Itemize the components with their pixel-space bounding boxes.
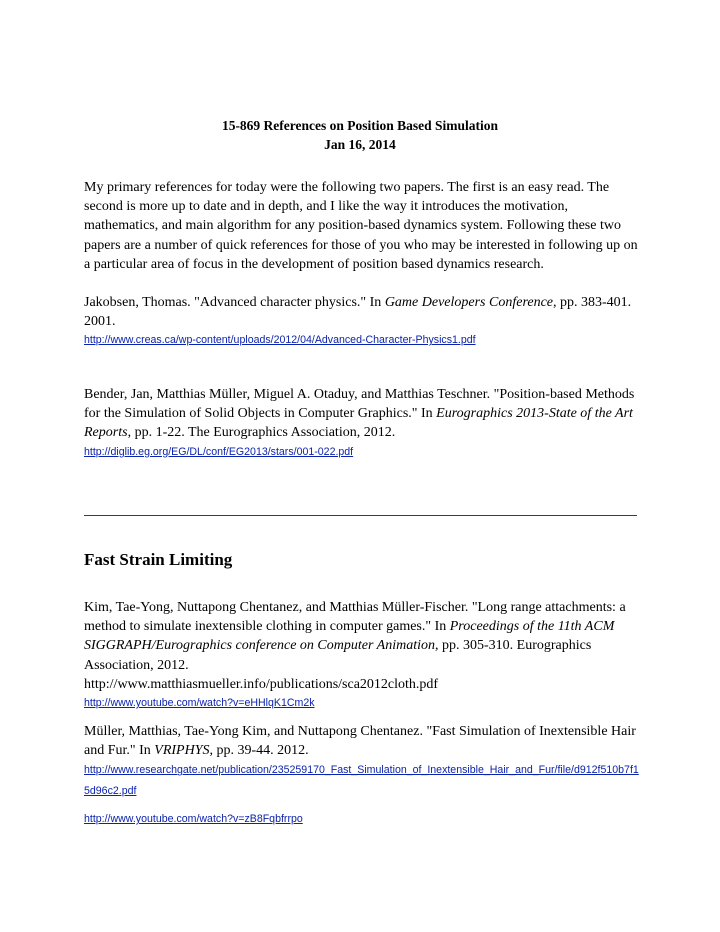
intro-paragraph: My primary references for today were the following two papers. The first is an easy read. The second is more up to date and in depth, and I like the way it introduces the motivation, mathematics, and main algorithm for any position-based dynamics system. Following these two papers are a number of quick references for those of you who may be interested in following up on a particular area of focus in the development of position based dynamics research.	[84, 180, 638, 272]
reference-venue: VRIPHYS	[154, 743, 210, 759]
section-heading: Fast Strain Limiting	[84, 550, 233, 569]
reference-details: , pp. 39-44. 2012.	[209, 743, 309, 759]
reference-url-text: http://www.matthiasmueller.info/publications/sca2012cloth.pdf	[84, 676, 439, 692]
video-link[interactable]: http://www.youtube.com/watch?v=eHHlqK1Cm2k	[84, 697, 315, 710]
video-link[interactable]: http://www.youtube.com/watch?v=zB8Fqbfrrpo	[84, 813, 303, 826]
reference-details: , pp. 1-22. The Eurographics Association, 2012.	[127, 425, 396, 441]
reference-venue: Game Developers Conference	[384, 295, 554, 310]
reference-authors: Bender, Jan, Matthias Müller, Miguel A. Otaduy, and Matthias Teschner. "Position-based Methods for the Simulation of Solid Objects in Computer Graphics." In	[84, 387, 635, 422]
document-title: 15-869 References on Position Based Simulation	[221, 118, 499, 133]
reference-kim	[84, 598, 644, 713]
section-divider	[84, 515, 637, 516]
reference-details: , pp. 305-310. Eurographics Association, 2012.	[84, 638, 592, 673]
reference-venue: Eurographics 2013-State of the Art Reports	[84, 406, 633, 441]
reference-link[interactable]: http://diglib.eg.org/EG/DL/conf/EG2013/stars/001-022.pdf	[84, 445, 354, 458]
reference-muller	[84, 722, 644, 829]
document-date: Jan 16, 2014	[324, 137, 396, 152]
reference-bender	[84, 385, 644, 462]
reference-link[interactable]: http://www.researchgate.net/publication/235259170_Fast_Simulation_of_Inextensible_Hair_and_Fur/file/d912f510b7f15d96c2.pdf	[84, 764, 639, 798]
reference-authors: Jakobsen, Thomas. "Advanced character physics." In	[84, 295, 385, 310]
document-header	[0, 116, 720, 154]
reference-link[interactable]: http://www.creas.ca/wp-content/uploads/2012/04/Advanced-Character-Physics1.pdf	[84, 334, 476, 347]
reference-jakobsen	[84, 293, 644, 350]
reference-authors: Müller, Matthias, Tae-Yong Kim, and Nuttapong Chentanez. "Fast Simulation of Inextensible Hair and Fur." In	[84, 724, 636, 759]
reference-venue: Proceedings of the 11th ACM SIGGRAPH/Eurographics conference on Computer Animation	[84, 619, 615, 654]
reference-details: , pp. 383-401. 2001.	[84, 295, 632, 330]
reference-authors: Kim, Tae-Yong, Nuttapong Chentanez, and Matthias Müller-Fischer. "Long range attachments: a method to simulate inextensible clothing in computer games." In	[84, 600, 626, 635]
